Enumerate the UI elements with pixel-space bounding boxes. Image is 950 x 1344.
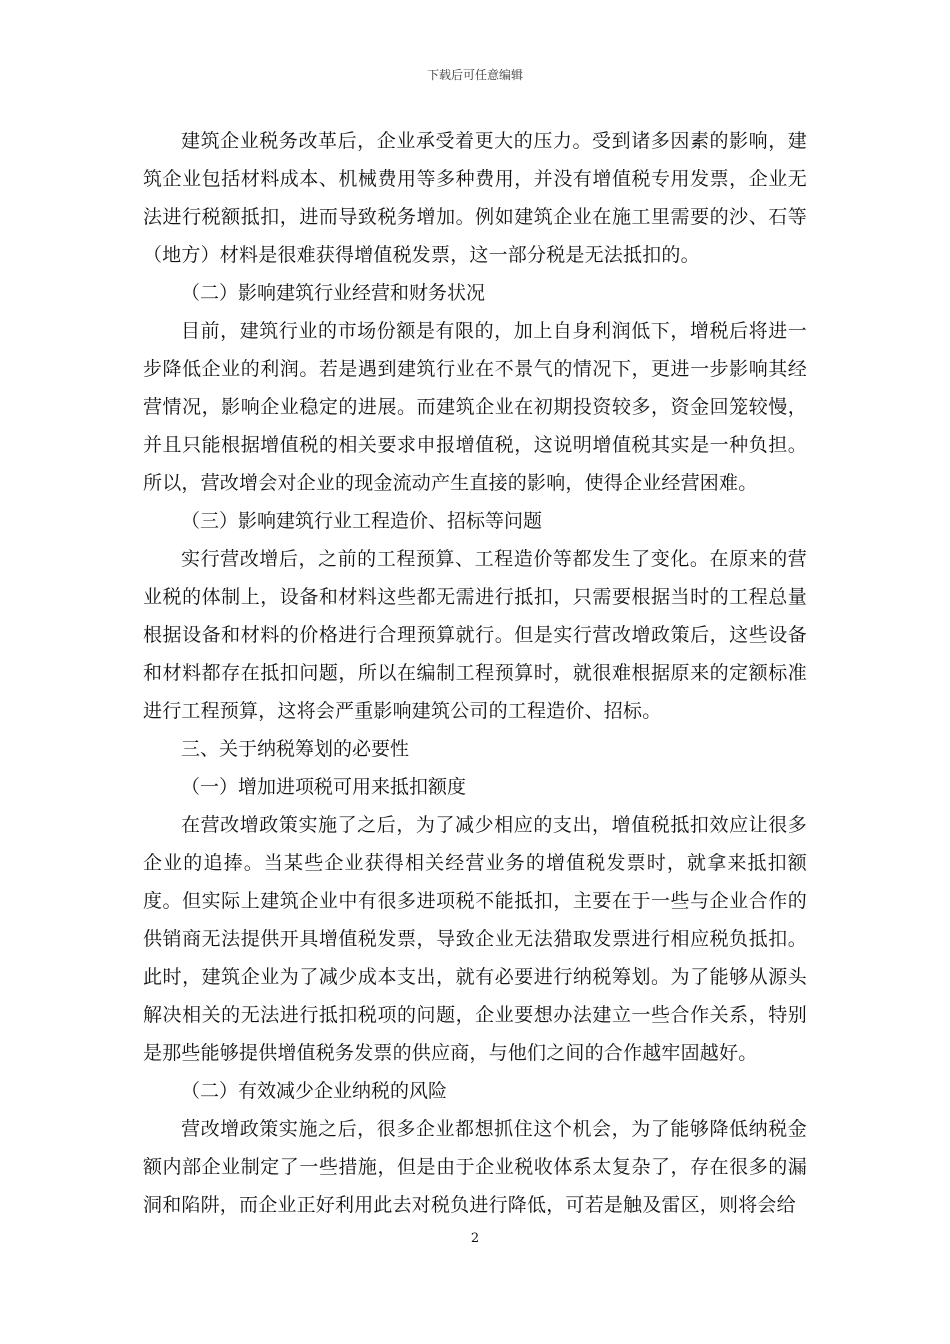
header-note: 下载后可任意编辑 [426,68,523,82]
paragraph: 在营改增政策实施了之后，为了减少相应的支出，增值税抵扣效应让很多企业的追捧。当某些企业获得相关经营业务的增值税发票时，就拿来抵扣额度。但实际上建筑企业中有很多进项税不能抵扣，主要在于一些与企业合作的供销商无法提供开具增值税发票，导致企业无法猎取发票进行相应税负抵扣。此时，建筑企业为了减少成本支出，就有必要进行纳税筹划。为了能够从源头解决相关的无法进行抵扣税项的问题，企业要想办法建立一些合作关系，特别是那些能够提供增值税务发票的供应商，与他们之间的合作越牢固越好。 [143,814,807,1064]
subsection-heading: （三）影响建筑行业工程造价、招标等问题 [181,510,543,532]
paragraph: 营改增政策实施之后，很多企业都想抓住这个机会，为了能够降低纳税金额内部企业制定了一些措施，但是由于企业税收体系太复杂了，存在很多的漏洞和陷阱，而企业正好利用此去对税负进行降低，可若是触及雷区，则将会给 [143,1118,807,1216]
page-number: 2 [470,1231,480,1246]
subsection-heading: （一）增加进项税可用来抵扣额度 [181,776,467,798]
paragraph: 目前，建筑行业的市场份额是有限的，加上自身利润低下，增税后将进一步降低企业的利润。若是遇到建筑行业在不景气的情况下，更进一步影响其经营情况，影响企业稳定的进展。而建筑企业在初期投资较多，资金回笼较慢，并且只能根据增值税的相关要求申报增值税，这说明增值税其实是一种负担。所以，营改增会对企业的现金流动产生直接的影响，使得企业经营困难。 [143,320,807,494]
section-heading: 三、关于纳税筹划的必要性 [181,738,410,760]
document-body [143,122,807,1224]
subsection-heading: （二）影响建筑行业经营和财务状况 [181,282,486,304]
paragraph: 实行营改增后，之前的工程预算、工程造价等都发生了变化。在原来的营业税的体制上，设备和材料这些都无需进行抵扣，只需要根据当时的工程总量根据设备和材料的价格进行合理预算就行。但是实行营改增政策后，这些设备和材料都存在抵扣问题，所以在编制工程预算时，就很难根据原来的定额标准进行工程预算，这将会严重影响建筑公司的工程造价、招标。 [143,548,807,722]
paragraph: 建筑企业税务改革后，企业承受着更大的压力。受到诸多因素的影响，建筑企业包括材料成本、机械费用等多种费用，并没有增值税专用发票，企业无法进行税额抵扣，进而导致税务增加。例如建筑企业在施工里需要的沙、石等（地方）材料是很难获得增值税发票，这一部分税是无法抵扣的。 [143,130,807,266]
subsection-heading: （二）有效减少企业纳税的风险 [181,1080,448,1102]
